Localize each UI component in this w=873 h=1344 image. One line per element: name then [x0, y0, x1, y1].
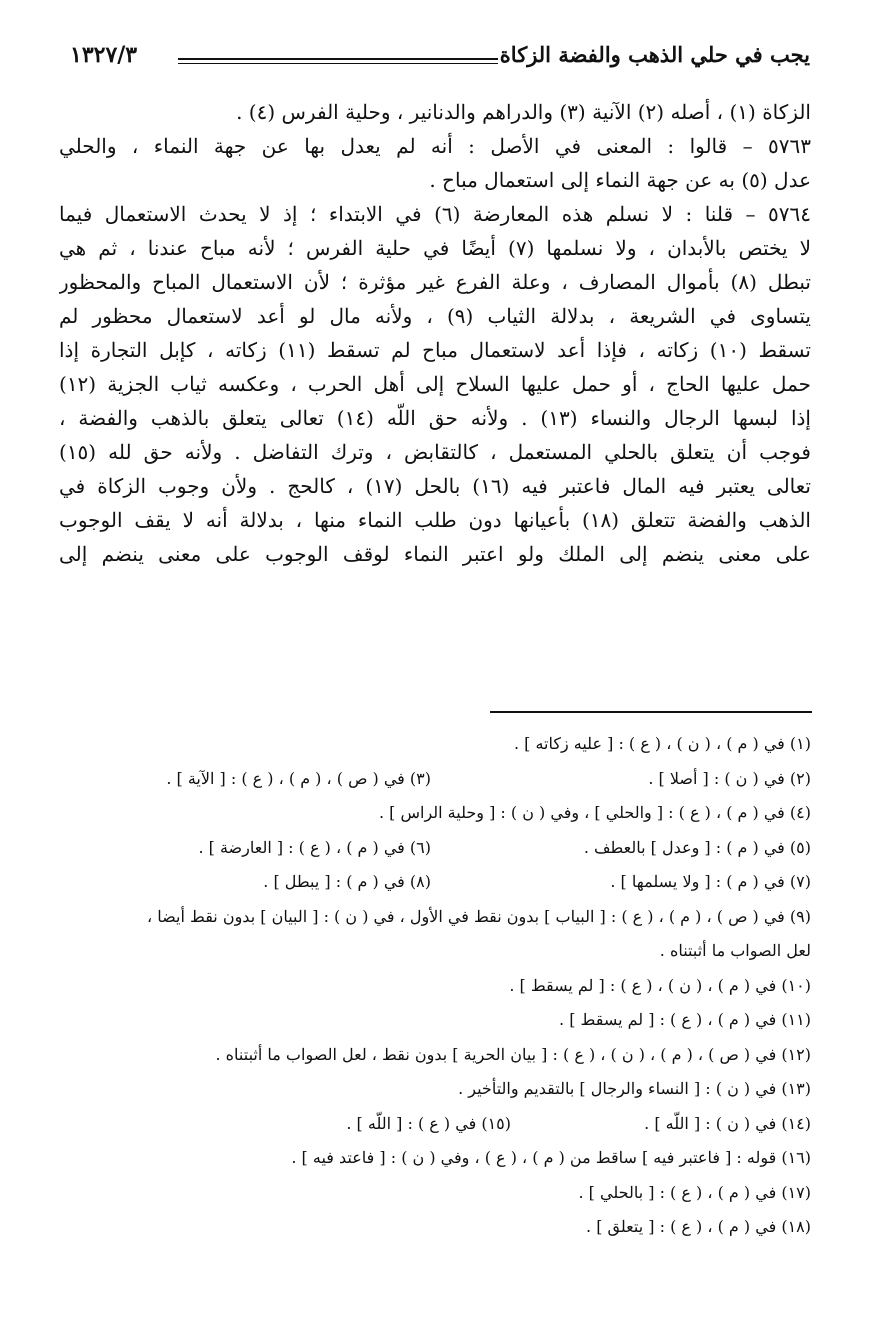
footnote-2: (٢) في ( ن ) : [ أصلا ] . [648, 768, 811, 788]
text-line: إذا لبسها الرجال والنساء (١٣) . ولأنه حق اللّه (١٤) تعالى يتعلق بالذهب والفضة ، [59, 406, 811, 430]
footnote-row [59, 1072, 811, 1107]
footnote-row [59, 1038, 811, 1073]
footnote-4: (٤) في ( م ) ، ( ع ) : [ والحلي ] ، وفي ( ن ) : [ وحلية الراس ] . [378, 803, 811, 822]
footnote-9: (٩) في ( ص ) ، ( م ) ، ( ع ) : [ البياب ] بدون نقط في الأول ، في ( ن ) : [ البيان ] بدون نقط أيضا ، [147, 906, 811, 926]
footnote-row [59, 1210, 811, 1245]
text-line: تسقط (١٠) زكاته ، فإذا أعد لاستعمال مباح لم تسقط (١١) زكاته ، كإبل التجارة إذا [59, 338, 811, 362]
text-line: لا يختص بالأبدان ، ولا نسلمها (٧) أيضًا في حلية الفرس ؛ لأنه مباح عندنا ، ثم هي [59, 236, 811, 260]
footnote-row [59, 762, 811, 797]
footnote-1: (١) في ( م ) ، ( ن ) ، ( ع ) : [ عليه زكاته ] . [513, 734, 811, 753]
text-line: عدل (٥) به عن جهة النماء إلى استعمال مباح . [429, 168, 811, 192]
footnote-17: (١٧) في ( م ) ، ( ع ) : [ بالحلي ] . [578, 1182, 811, 1202]
footnote-10: (١٠) في ( م ) ، ( ن ) ، ( ع ) : [ لم يسقط ] . [509, 975, 811, 995]
footnote-15: (١٥) في ( ع ) : [ اللّه ] . [346, 1113, 511, 1133]
footnote-11: (١١) في ( م ) ، ( ع ) : [ لم يسقط ] . [559, 1010, 811, 1029]
footnote-row [59, 969, 811, 1004]
footnote-18: (١٨) في ( م ) ، ( ع ) : [ يتعلق ] . [586, 1217, 811, 1236]
text-line: فوجب أن يتعلق بالحلي المستعمل ، كالتقابض ، وترك التفاضل . ولأنه حق لله (١٥) [59, 440, 811, 464]
main-text [59, 95, 811, 571]
text-line: تعالى يعتبر فيه المال فاعتبر فيه (١٦) بالحل (١٧) ، كالحج . ولأن وجوب الزكاة في [59, 474, 811, 498]
footnote-row [59, 1107, 811, 1142]
text-line: على معنى ينضم إلى الملك ولو اعتبر النماء لوقف الوجوب على معنى ينضم إلى [59, 542, 811, 566]
footnote-row [59, 934, 811, 969]
footnote-5: (٥) في ( م ) : [ وعدل ] بالعطف . [583, 837, 811, 857]
footnote-row [59, 727, 811, 762]
text-line: يتساوى في الشريعة ، بدلالة الثياب (٩) ، ولأنه مال لو أعد لاستعمال محظور لم [59, 304, 811, 328]
footnote-row [59, 831, 811, 866]
footnotes [59, 727, 811, 1245]
footnote-13: (١٣) في ( ن ) : [ النساء والرجال ] بالتقديم والتأخير . [458, 1079, 811, 1098]
text-line: الزكاة (١) ، أصله (٢) الآنية (٣) والدراهم والدنانير ، وحلية الفرس (٤) . [236, 100, 811, 124]
text-line: حمل عليها الحاج ، أو حمل عليها السلاح إلى أهل الحرب ، وعكسه ثياب الجزية (١٢) [59, 372, 811, 396]
footnote-separator [490, 711, 812, 713]
running-header [70, 42, 810, 78]
footnote-6: (٦) في ( م ) ، ( ع ) : [ العارضة ] . [198, 837, 431, 857]
header-rule [178, 58, 498, 64]
footnote-row [59, 796, 811, 831]
page-number: ١٣٢٧/٣ [70, 42, 138, 68]
footnote-12: (١٢) في ( ص ) ، ( م ) ، ( ن ) ، ( ع ) : [ بيان الحرية ] بدون نقط ، لعل الصواب ما أثبتناه . [215, 1044, 811, 1064]
footnote-8: (٨) في ( م ) : [ يبطل ] . [263, 872, 431, 891]
footnote-7: (٧) في ( م ) : [ ولا يسلمها ] . [610, 872, 811, 891]
footnote-9-continued: لعل الصواب ما أثبتناه . [659, 941, 811, 960]
footnote-row [59, 1141, 811, 1176]
footnote-row [59, 1176, 811, 1211]
footnote-row [59, 900, 811, 935]
footnote-row [59, 1003, 811, 1038]
running-title: يجب في حلي الذهب والفضة الزكاة [499, 42, 810, 67]
footnote-16: (١٦) قوله : [ فاعتبر فيه ] ساقط من ( م ) ، ( ع ) ، وفي ( ن ) : [ فاعتد فيه ] . [291, 1148, 811, 1167]
text-line: الذهب والفضة تتعلق (١٨) بأعيانها دون طلب النماء منها ، بدلالة أنه لا يقف الوجوب [59, 508, 811, 532]
paragraph-5764-line: ٥٧٦٤ – قلنا : لا نسلم هذه المعارضة (٦) في الابتداء ؛ إذ لا يحدث الاستعمال فيما [59, 202, 811, 226]
footnote-14: (١٤) في ( ن ) : [ اللّه ] . [644, 1113, 811, 1133]
footnote-row [59, 865, 811, 900]
text-line: تبطل (٨) بأموال المصارف ، وعلة الفرع غير مؤثرة ؛ لأن الاستعمال المباح والمحظور [59, 270, 811, 294]
footnote-3: (٣) في ( ص ) ، ( م ) ، ( ع ) : [ الآية ] . [166, 768, 431, 788]
paragraph-5763-line: ٥٧٦٣ – قالوا : المعنى في الأصل : أنه لم يعدل بها عن جهة النماء ، والحلي [59, 134, 811, 158]
